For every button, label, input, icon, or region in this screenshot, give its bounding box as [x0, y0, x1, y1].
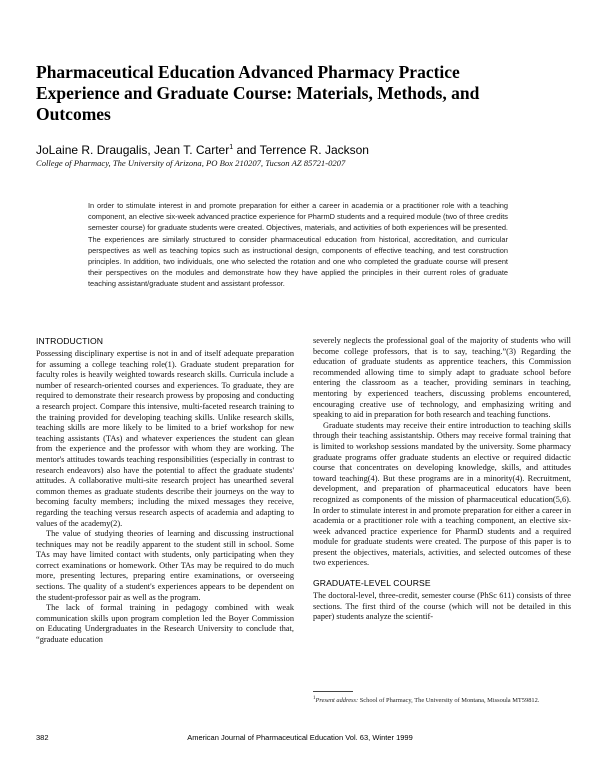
intro-paragraph-4: Graduate students may receive their entire introduction to teaching skills through their teaching assistantship. Others may receive formal training that is limited to workshop sessions mandated by the university. Some pharmacy graduate programs offer graduate students an elective or required didactic course that concentrates on developing knowledge, skills, and attitudes toward teaching(4). But these programs are in a minority(4). Recruitment, development, and preparation of pharmaceutical educators have been recognized as components of the mission of pharmaceutical education(5,6). In order to stimulate interest in and promote preparation for either a career in academia or a practitioner role with a teaching component, an elective six-week advanced practice experience for PharmD students and a required module for graduate students were created. The purpose of this paper is to present the objectives, materials, activities, and selected outcomes of these two experiences.	[313, 420, 571, 568]
affiliation: College of Pharmacy, The University of Arizona, PO Box 210207, Tucson AZ 85721-0207	[36, 158, 346, 168]
author-footnote-mark: 1	[229, 144, 234, 151]
intro-paragraph-3: The lack of formal training in pedagogy combined with weak communication skills upon program completion led the Boyer Commission on Educating Undergraduates in the Research University to conclude that, “graduate education	[36, 603, 294, 645]
abstract: In order to stimulate interest in and promote preparation for either a career in academia or a practitioner role with a teaching component, an elective six-week advanced practice experience for PharmD students and a required module (two of three credits semester course) for graduate students were created. Objectives, materials, and activities of both experiences will be presented. The experiences are similarly structured to consider pharmaceutical education from historical, accreditation, and curricular perspectives as well as teaching topics such as instructional design, components of effective teaching, and test construction principles. In addition, two individuals, one who selected the rotation and one who completed the graduate course will present their perspectives on the modules and demonstrate how they have applied the principles in their current roles of graduate teaching assistant/graduate student and assistant professor.	[88, 201, 508, 289]
footnote-mark: 1	[313, 696, 316, 701]
footnote-label: Present address:	[315, 697, 359, 705]
journal-footer: American Journal of Pharmaceutical Education Vol. 63, Winter 1999	[187, 733, 413, 742]
graduate-course-heading: GRADUATE-LEVEL COURSE	[313, 578, 431, 589]
left-column	[36, 336, 294, 646]
introduction-heading: INTRODUCTION	[36, 336, 104, 346]
footnote-text: School of Pharmacy, The University of Montana, Missoula MT59812.	[358, 697, 540, 705]
graduate-paragraph-1: The doctoral-level, three-credit, semester course (PhSc 611) consists of three sections. The first third of the course (which will not be detailed in this paper) students analyze the scientif-	[313, 591, 571, 622]
authors-tail: and Terrence R. Jackson	[233, 143, 369, 157]
author-list	[36, 140, 556, 158]
intro-paragraph-1: Possessing disciplinary expertise is not in and of itself adequate preparation for assuming a college teaching role(1). Graduate student preparation for faculty roles is heavily weighted towards research skills. Curricula include a number of research-oriented courses and experiences. To graduate, they are required to demonstrate their research prowess by proposing and conducting a research project. Compare this intensive, multi-faceted research training to the training provided for developing teaching skills. Unlike research skills, teaching skills are more likely to be limited to a brief workshop for new teaching assistants (TAs) and whatever experiences the student can glean from the experience and the professor with whom they are working. The mentor's attitudes towards teaching responsibilities (especially in contrast to research endeavors) also have the potential to affect the graduate students' attitudes. A collaborative multi-site research project has unearthed several common themes as graduate students describe their journeys on the way to becoming faculty members; including the mixed messages they receive, regarding the teaching versus research aspects of academia and adapting to values of the academy(2).	[36, 349, 294, 528]
footnote	[313, 695, 568, 706]
right-column	[313, 336, 571, 623]
page-number: 382	[36, 733, 49, 742]
footnote-divider	[313, 691, 353, 692]
article-title: Pharmaceutical Education Advanced Pharmacy Practice Experience and Graduate Course: Materials, Methods, and Outcomes	[36, 62, 480, 124]
authors-lead: JoLaine R. Draugalis, Jean T. Carter	[36, 143, 230, 157]
intro-paragraph-2: The value of studying theories of learning and discussing instructional techniques may not be readily apparent to the student still in school. Some TAs may have limited contact with students, only participating when they correct examinations or homework. Other TAs may be required to do much more, presenting lectures, preparing entire examinations, or overseeing sections. The quality of a student's experiences appears to be dependent on the student-professor pair as well as the program.	[36, 529, 294, 602]
intro-paragraph-3-continued: severely neglects the professional goal of the majority of students who will become college professors, that is to say, teaching.”(3) Regarding the education of graduate students as apprentice teachers, this Commission recommended allowing time to simply adapt to graduate school before entering the classroom as a teacher, providing seminars in teaching, mentoring by experienced teachers, discussing problems encountered, encouraging creative use of technology, and emphasizing writing and speaking to aid in preparation for both research and teaching functions.	[313, 336, 571, 420]
